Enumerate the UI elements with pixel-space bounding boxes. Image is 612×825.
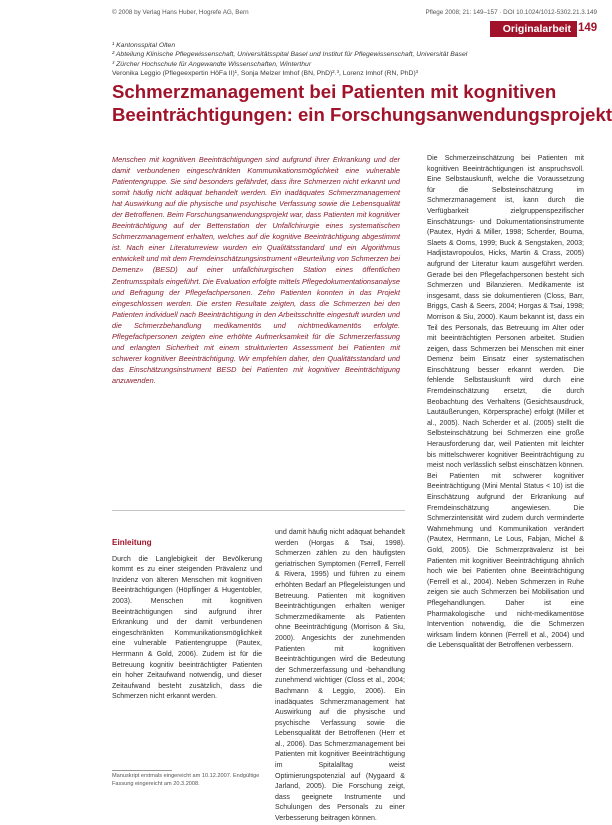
footnote: Manuskript erstmals eingereicht am 10.12.2007. Endgültige Fassung eingereicht am 20.3.2008.	[112, 773, 260, 787]
running-head-right: Pflege 2008; 21: 149–157 · DOI 10.1024/1012-5302.21.3.149	[425, 9, 597, 16]
abstract-divider	[112, 510, 405, 511]
section-badge: Originalarbeit	[490, 21, 577, 37]
affiliations	[112, 41, 587, 78]
affiliation-3: ³ Zürcher Hochschule für Angewandte Wissenschaften, Winterthur	[112, 60, 312, 68]
intro-middle-column: und damit häufig nicht adäquat behandelt werden (Horgas & Tsai, 1998). Schmerzen zählen zu den häufigsten geriatrischen Symptomen (Ferrell, Ferrell & Rivera, 1995) und führen zu einem erhöhten Bedarf an Pflegeleistungen und Betreuung. Patienten mit kognitiven Beeinträchtigungen erhalten weniger Schmerzmedikamente als Patienten ohne Beeinträchtigung (Morrison & Siu, 2000). Angesichts der zunehmenden Patienten mit kognitiven Beeinträchtigungen wird die Bedeutung der Schmerzerfassung und -behandlung zunehmend wichtiger (Closs et al., 2004; Bachmann & Leggio, 2006). Ein inadäquates Schmerzmanagement hat Auswirkung auf die physische und psychische Verfassung sowie die Lebensqualität der Betroffenen (Herr et al., 2006). Das Schmerzmanagement bei Patienten mit kognitiver Beeinträchtigung im Spitalalltag weist Optimierungspotenzial auf (Nygaard & Jarland, 2005). Die Forschung zeigt, dass geeignete Instrumente und Schulungen des Personals zu einer Verbesserung beitragen können.	[275, 529, 405, 823]
affiliation-2: ² Abteilung Klinische Pflegewissenschaft, Universitätsspital Basel und Institut für Pflegewissenschaft, Universität Basel	[112, 51, 468, 59]
affiliation-1: ¹ Kantonsspital Olten	[112, 42, 176, 49]
page-number: 149	[578, 22, 598, 34]
right-column-text: Die Schmerzeinschätzung bei Patienten mit kognitiven Beeinträchtigungen ist anspruchsvoll. Eine Selbstauskunft, welche die Voraussetzung für die Selbsteinschätzung im Schmerzmanagement ist, kann durch die Verfügbarkeit zielgruppenspezifischer Einschätzungs- und Dokumentationsinstrumente (Pautex, Hydri & Miller, 1998; Scherder, Bouma, Slaets & Ooms, 1999; Buck & Sengstaken, 2003; Hadjistavropoulos, Hicks, Martin & Crass, 2005) aufgrund der Literatur kaum ausgeführt werden. Gerade bei den Pflegefachpersonen besteht sich Schmerzen und Bilanzieren. Medikamente ist insgesamt, dass sie dokumentieren (Closs, Barr, Briggs, Cash & Seers, 2004; Horgas & Tsai, 1998; Morrison & Siu, 2000). Kaum bekannt ist, dass ein Teil des Personals, das Betreuung im Alter oder mit beeinträchtigten Personen arbeitet. Studien zeigen, dass Schmerzen bei Menschen mit einer Demenz beim Einsatz einer systematischen Einschätzung besser erkannt werden. Die fehlende Selbstauskunft wird durch eine Fremdeinschätzung ersetzt, die durch Beobachtung des Verhaltens (Gesichtsausdruck, Lautäußerungen, Körpersprache) erfolgt (Miller et al., 2005). Nach Scherder et al. (2005) stellt die Selbsteinschätzung bei Schmerzen eine große Herausforderung dar, weil Patienten mit leichter bis mittelschwerer kognitiver Beeinträchtigung zu meist noch verlässlich selbst einschätzen können. Bei Patienten mit schwerer kognitiver Beeinträchtigung (Mini Mental Status < 10) ist die Einschätzung aufgrund der Erkrankung auf Fremdeinschätzung angewiesen. Die Schmerzintensität wird zudem durch verminderte Wahrnehmung und Kommunikation verändert (Pautex, Herrmann, Le Lous, Fabjan, Michel & Gold, 2005). Die Schmerzprävalenz ist bei Patienten mit kognitiver Beeinträchtigung ähnlich hoch wie bei Patienten ohne Beeinträchtigung (Ferrell et al., 2004). Neben Schmerzen in Ruhe zeigen sie auch Schmerzen bei Mobilisation und Pflegehandlungen. Daher ist eine Pharmakologische und nicht-medikamentöse Intervention notwendig, die die Schmerzen wirksam lindern können (Ferrell et al., 2004) und die Lebensqualität der Betroffenen verbessern.	[427, 155, 584, 650]
title-line-2: Beeinträchtigungen: ein Forschungsanwendungsprojekt	[112, 104, 612, 125]
abstract: Menschen mit kognitiven Beeinträchtigungen sind aufgrund ihrer Erkrankung und der damit verbundenen eingeschränkten Kommunikationsmöglichkeit eine vulnerable Patientengruppe. Sie sind besonders gefährdet, dass ihre Schmerzen nicht erkannt und somit häufig nicht adäquat behandelt werden. Ein inadäquates Schmerzmanagement hat Auswirkung auf die physische und psychische Verfassung sowie die Lebensqualität der Betroffenen. Beim Forschungsanwendungsprojekt war, dass Patienten mit kognitiver Beeinträchtigung auf der Bettenstation der Unfallchirurgie eines systematischen Schmerzmanagement erhalten, welches auf die kognitive Beeinträchtigung abgestimmt ist. Nach einer Literaturreview wurden ein Qualitätsstandard und ein Algorithmus entwickelt und mit dem Fremdeinschätzungsinstrument «Beurteilung von Schmerzen bei Demenz» (BESD) auf einer unfallchirurgischen Station eines öffentlichen Zentrumsspitals eingeführt. Die Evaluation erfolgte mittels Pflegedokumentationsanalyse und Befragung der Pflegefachpersonen. Zehn Patienten konnten in das Projekt eingeschlossen werden. Die ersten Resultate zeigten, dass die Schmerzen bei den Patienten individuell nach Beeinträchtigung in den Arbeitsschritte eingestuft wurden und die Schmerzbehandlung medikamentös und nichtmedikamentös erfolgte. Pflegefachpersonen zeigten eine erhöhte Aufmerksamkeit für die Schmerzerfassung und erlangten Sicherheit mit einem strukturierten Assessment bei Patienten mit schwerer kognitiver Beeinträchtigung. Wir empfehlen daher, den Qualitätsstandard und das Einschätzungsinstrument BESD bei Patienten mit kognitiver Beeinträchtigung anzuwenden.	[112, 155, 400, 385]
intro-left-text: Durch die Langlebigkeit der Bevölkerung kommt es zu einer steigenden Prävalenz und Inzidenz von älteren Menschen mit kognitiven Beeinträchtigungen (Höpflinger & Hugentobler, 2003). Menschen mit kognitiven Beeinträchtigungen sind aufgrund ihrer Erkrankung und der damit verbundenen eingeschränkten Kommunikationsmöglichkeit eine vulnerable Patientengruppe (Pautex, Herrmann & Gold, 2006). Zudem ist für die Betreuung kognitiv beeinträchtigter Patienten ein hoher Zeitaufwand notwendig, und dieser Zeitaufwand besteht zusätzlich, dass die Schmerzen nicht erkannt werden.	[112, 555, 262, 701]
section-heading-introduction: Einleitung	[112, 538, 152, 547]
author-list: Veronika Leggio (Pflegeexpertin HöFa II)¹, Sonja Melzer Imhof (BN, PhD)²˒³, Lorenz Imhof (RN, PhD)³	[112, 69, 418, 77]
footnote-divider	[112, 770, 172, 771]
running-head	[112, 7, 597, 19]
intro-left-column	[112, 538, 262, 703]
title-line-1: Schmerzmanagement bei Patienten mit kognitiven	[112, 81, 557, 102]
article-title	[112, 80, 612, 126]
running-head-left: © 2008 by Verlag Hans Huber, Hogrefe AG, Bern	[112, 9, 249, 16]
